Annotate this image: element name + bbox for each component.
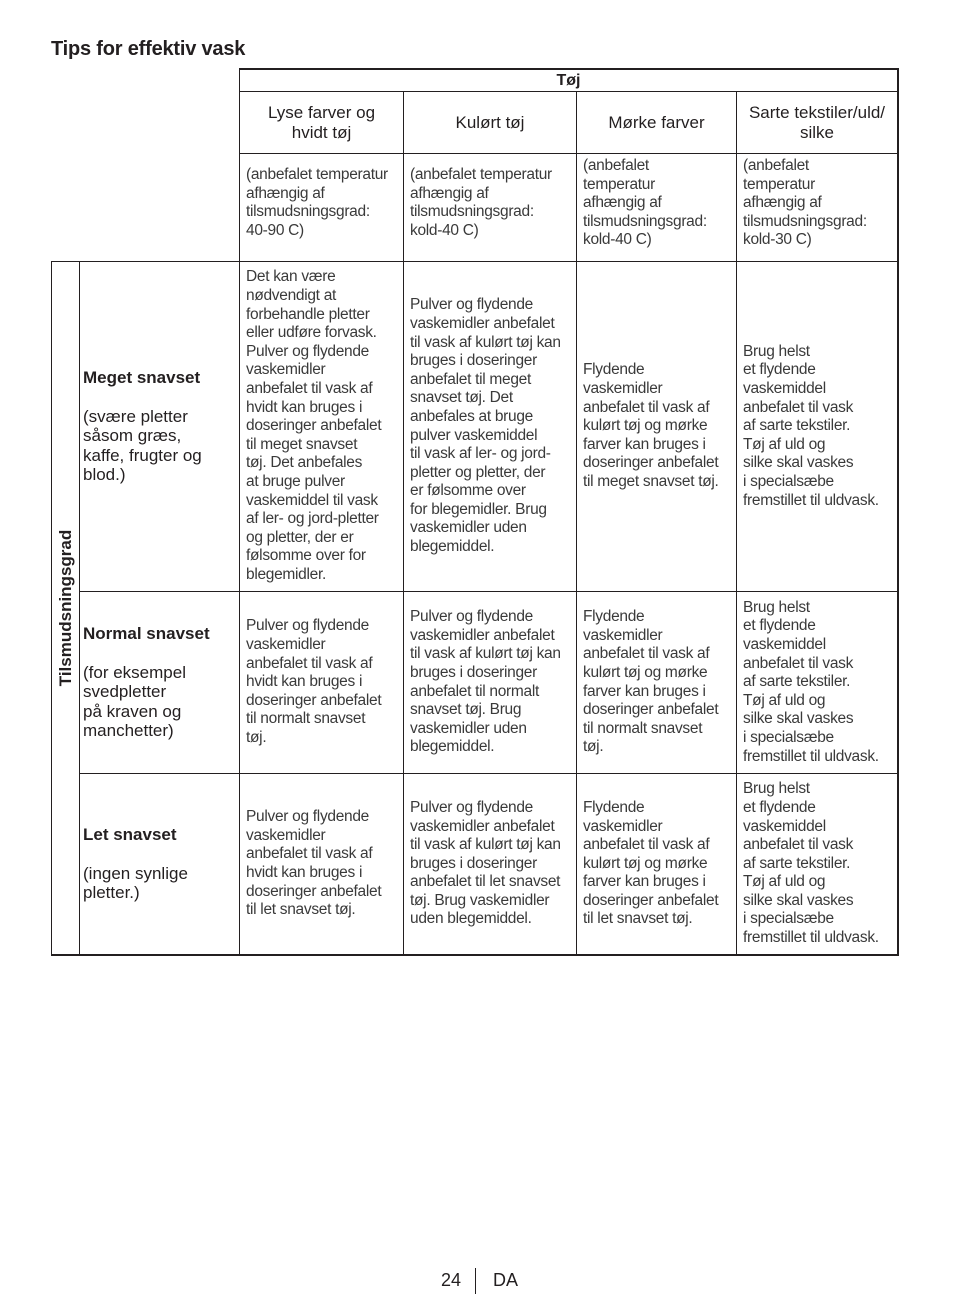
table-cell: Pulver og flydende vaskemidler anbefalet til vask af hvidt kan bruges i doseringer anbefalet til normalt snavset tøj. xyxy=(246,617,382,746)
table-cell: Det kan være nødvendigt at forbehandle pletter eller udføre forvask. Pulver og flydende vaskemidler anbefalet til vask af hvidt kan bruges i doseringer anbefalet til meget snavset tøj. Det anbefales at bruge pulver vaskemiddel til vask af ler- og jord-pletter og pletter, der er følsomme over for blegemidler. xyxy=(246,268,382,583)
table-divider xyxy=(239,68,240,956)
soil-level-description: (ingen synlige pletter.) xyxy=(83,863,188,903)
table-cell: Pulver og flydende vaskemidler anbefalet til vask af kulørt tøj kan bruges i doseringer anbefalet til normalt snavset tøj. Brug vaskemidler uden blegemiddel. xyxy=(410,608,561,756)
table-border xyxy=(51,954,899,956)
table-divider xyxy=(576,91,577,956)
row-label xyxy=(83,262,239,591)
table-divider xyxy=(736,91,737,956)
footer-separator xyxy=(475,1268,476,1294)
page-title: Tips for effektiv vask xyxy=(51,38,246,60)
soil-level-title: Meget snavset xyxy=(83,368,201,388)
table-cell: Flydende vaskemidler anbefalet til vask af kulørt tøj og mørke farver kan bruges i doseringer anbefalet til normalt snavset tøj. xyxy=(583,608,719,756)
language-code: DA xyxy=(493,1270,519,1290)
table-cell: Brug helst et flydende vaskemiddel anbefalet til vask af sarte tekstiler. Tøj af uld og silke skal vaskes i specialsæbe fremstillet til uldvask. xyxy=(743,780,879,947)
soil-level-title: Normal snavset xyxy=(83,624,210,644)
temperature-note: (anbefalet temperatur afhængig af tilsmudsningsgrad: kold-40 C) xyxy=(410,166,552,239)
table-cell: Pulver og flydende vaskemidler anbefalet til vask af kulørt tøj kan bruges i doseringer anbefalet til let snavset tøj. Brug vaskemidler uden blegemiddel. xyxy=(410,798,561,928)
table-cell: Brug helst et flydende vaskemiddel anbefalet til vask af sarte tekstiler. Tøj af uld og silke skal vaskes i specialsæbe fremstillet til uldvask. xyxy=(743,342,879,509)
table-cell: Pulver og flydende vaskemidler anbefalet til vask af kulørt tøj kan bruges i doseringer anbefalet til meget snavset tøj. Det anbefales at bruge pulver vaskemiddel til vask af ler- og jord- pletter og pletter, der er følsomme over for blegemidler. Brug vaskemidler uden blegemiddel. xyxy=(410,296,561,556)
soil-level-title: Let snavset xyxy=(83,825,177,845)
column-header: Lyse farver og hvidt tøj xyxy=(267,102,376,142)
soil-level-description: (svære pletter såsom græs, kaffe, frugter og blod.) xyxy=(83,406,202,485)
page-number: 24 xyxy=(441,1270,462,1290)
side-header xyxy=(52,262,80,954)
row-label xyxy=(83,592,239,773)
column-header: Sarte tekstiler/uld/ silke xyxy=(748,102,886,142)
column-header: Kulørt tøj xyxy=(455,112,525,132)
table-divider xyxy=(239,153,899,154)
temperature-note: (anbefalet temperatur afhængig af tilsmudsningsgrad: 40-90 C) xyxy=(246,166,388,239)
table-border xyxy=(897,68,899,956)
temperature-note: (anbefalet temperatur afhængig af tilsmudsningsgrad: kold-30 C) xyxy=(743,157,867,249)
group-header: Tøj xyxy=(556,71,581,89)
soil-level-description: (for eksempel svedpletter på kraven og manchetter) xyxy=(83,662,186,741)
table-cell: Flydende vaskemidler anbefalet til vask af kulørt tøj og mørke farver kan bruges i doseringer anbefalet til meget snavset tøj. xyxy=(583,361,719,490)
temperature-note: (anbefalet temperatur afhængig af tilsmudsningsgrad: kold-40 C) xyxy=(583,157,707,249)
row-label xyxy=(83,774,239,954)
table-cell: Brug helst et flydende vaskemiddel anbefalet til vask af sarte tekstiler. Tøj af uld og silke skal vaskes i specialsæbe fremstillet til uldvask. xyxy=(743,598,879,765)
side-header-label: Tilsmudsningsgrad xyxy=(56,529,75,687)
table-cell: Pulver og flydende vaskemidler anbefalet til vask af hvidt kan bruges i doseringer anbefalet til let snavset tøj. xyxy=(246,808,382,919)
column-header: Mørke farver xyxy=(608,112,705,132)
table-cell: Flydende vaskemidler anbefalet til vask af kulørt tøj og mørke farver kan bruges i doseringer anbefalet til let snavset tøj. xyxy=(583,798,719,928)
